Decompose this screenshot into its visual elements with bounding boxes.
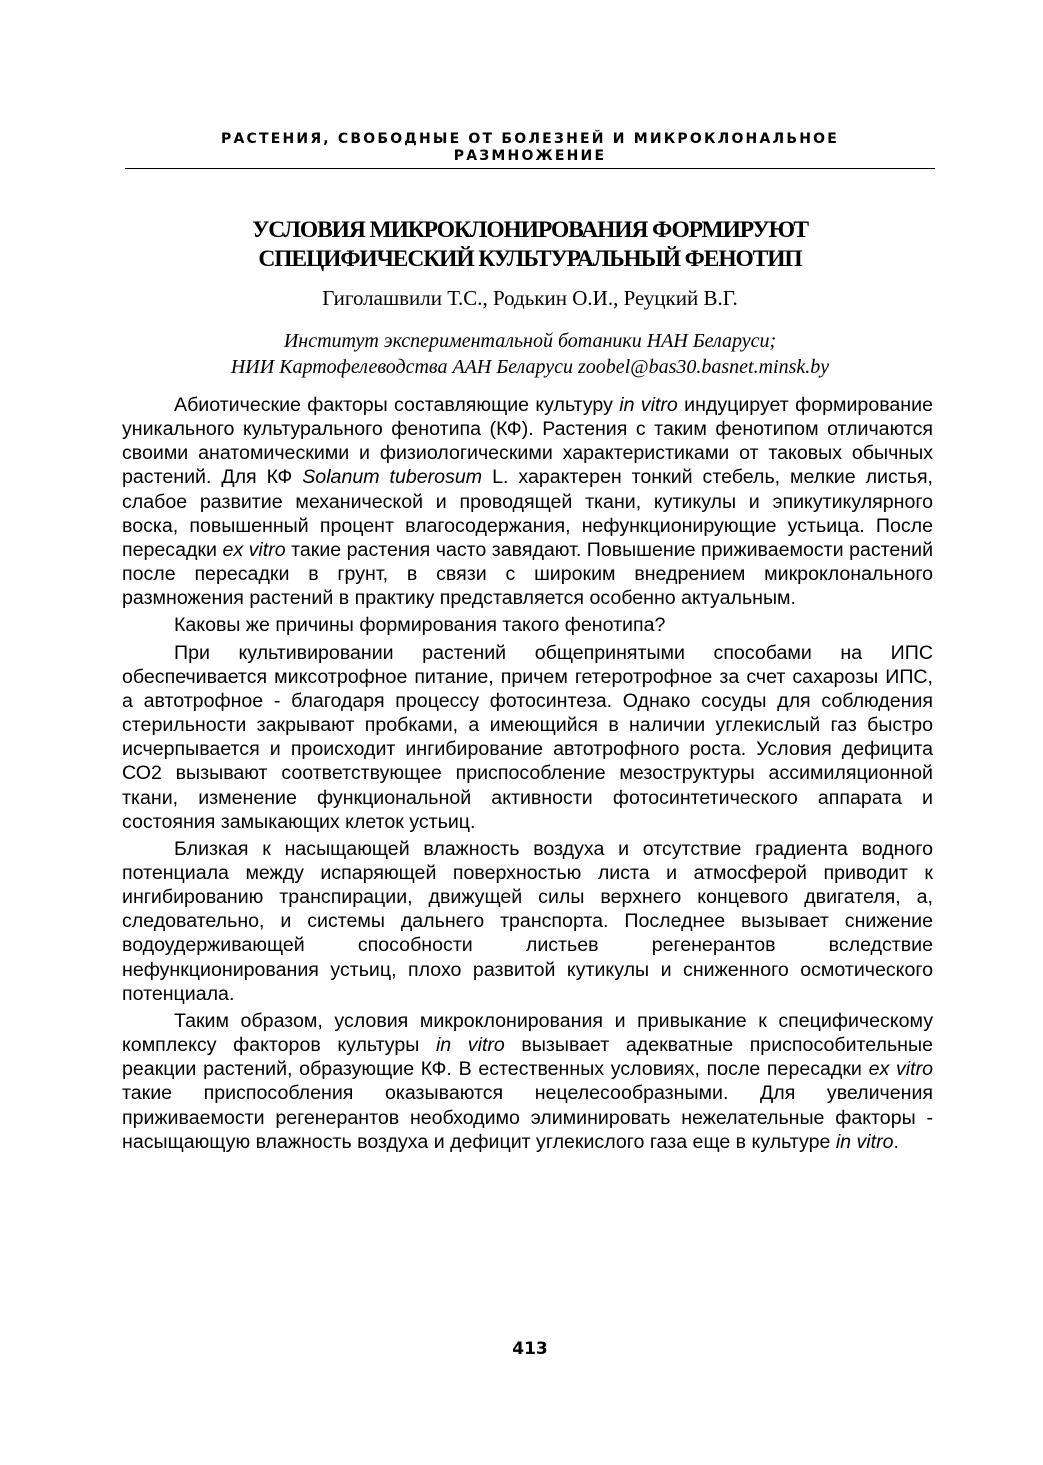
p5-text-e: такие приспособления оказываются нецелесообразными. Для увеличения приживаемости регенерантов необходимо элиминировать нежелательные факторы - насыщающую влажность воздуха и дефицит углекислого газа еще в культуре [122, 1082, 933, 1153]
running-head-line-1: РАСТЕНИЯ, СВОБОДНЫЕ ОТ БОЛЕЗНЕЙ И МИКРОКЛОНАЛЬНОЕ [221, 131, 839, 147]
p5-term-in-vitro: in vitro [435, 1034, 505, 1057]
p5-text-a: Таким образом, условия микроклонирования и привыкание к специфическому комплексу факторов культуры [122, 1009, 933, 1057]
running-head-line-2: РАЗМНОЖЕНИЕ [453, 148, 607, 164]
p5-text-c: вызывает адекватные приспособительные реакции растений, образующие КФ. В естественных условиях, после пересадки [122, 1034, 933, 1081]
affiliation [125, 328, 935, 380]
page-number: 413 [512, 1339, 548, 1359]
paragraph-1 [122, 393, 933, 610]
title-line-1: УСЛОВИЯ МИКРОКЛОНИРОВАНИЯ ФОРМИРУЮТ [252, 217, 808, 243]
p1-text-e: L. характерен тонкий стебель, мелкие листья, слабое развитие механической и проводящей ткани, кутикулы и эпикутикулярного воска, повышенный процент влагосодержания, нефункционирующие устьица. После пересадки [122, 466, 933, 561]
p1-term-in-vitro: in vitro [619, 394, 678, 416]
p1-term-solanum: Solanum tuberosum [302, 466, 483, 489]
p5-text-g: . [893, 1130, 899, 1153]
p1-text-g: такие растения часто завядают. Повышение приживаемости растений после пересадки в грунт, в связи с широким внедрением микроклонального размножения растений в практику представляется особенно актуальным. [122, 538, 934, 610]
paragraph-2: Каковы же причины формирования такого фенотипа? [174, 614, 666, 637]
p1-text-a: Абиотические факторы составляющие культуру [174, 394, 620, 416]
p1-text-c: индуцирует формирование уникального культурального фенотипа (КФ). Растения с таким фенотипом отличаются своими анатомическими и физиологическими характеристиками от таковых обычных растений. Для КФ [122, 394, 933, 489]
article-body [122, 393, 933, 1154]
paragraph-4: Близкая к насыщающей влажность воздуха и отсутствие градиента водного потенциала между испаряющей поверхностью листа и атмосферой приводит к ингибированию транспирации, движущей силы верхнего концевого двигателя, а, следовательно, и системы дальнего транспорта. Последнее вызывает снижение водоудерживающей способности листьев регенерантов вследствие нефункционирования устьиц, плохо развитой кутикулы и сниженного осмотического потенциала. [122, 837, 933, 1005]
affiliation-line-1: Институт экспериментальной ботаники НАН Беларуси; [283, 330, 777, 352]
paragraph-3: При культивировании растений общепринятыми способами на ИПС обеспечивается миксотрофное питание, причем гетеротрофное за счет сахарозы ИПС, а автотрофное - благодаря процессу фотосинтеза. Однако сосуды для соблюдения стерильности закрывают пробками, а имеющийся в наличии углекислый газ быстро исчерпывается и происходит ингибирование автотрофного роста. Условия дефицита СО2 вызывают соответствующее приспособление мезоструктуры ассимиляционной ткани, изменение функциональной активности фотосинтетического аппарата и состояния замыкающих клеток устьиц. [122, 641, 933, 833]
authors: Гиголашвили Т.С., Родькин О.И., Реуцкий В.Г. [322, 286, 738, 310]
p5-term-in-vitro-2: in vitro [835, 1130, 894, 1153]
title-line-2: СПЕЦИФИЧЕСКИЙ КУЛЬТУРАЛЬНЫЙ ФЕНОТИП [258, 246, 802, 272]
article-title [125, 216, 935, 274]
header-rule [125, 168, 935, 169]
paragraph-5 [122, 1009, 933, 1154]
running-head [125, 131, 935, 165]
affiliation-line-2: НИИ Картофелеводства ААН Беларуси zoobel@bas30.basnet.minsk.by [230, 356, 830, 378]
p5-term-ex-vitro: ex vitro [868, 1058, 934, 1081]
p1-term-ex-vitro: ex vitro [222, 538, 286, 561]
